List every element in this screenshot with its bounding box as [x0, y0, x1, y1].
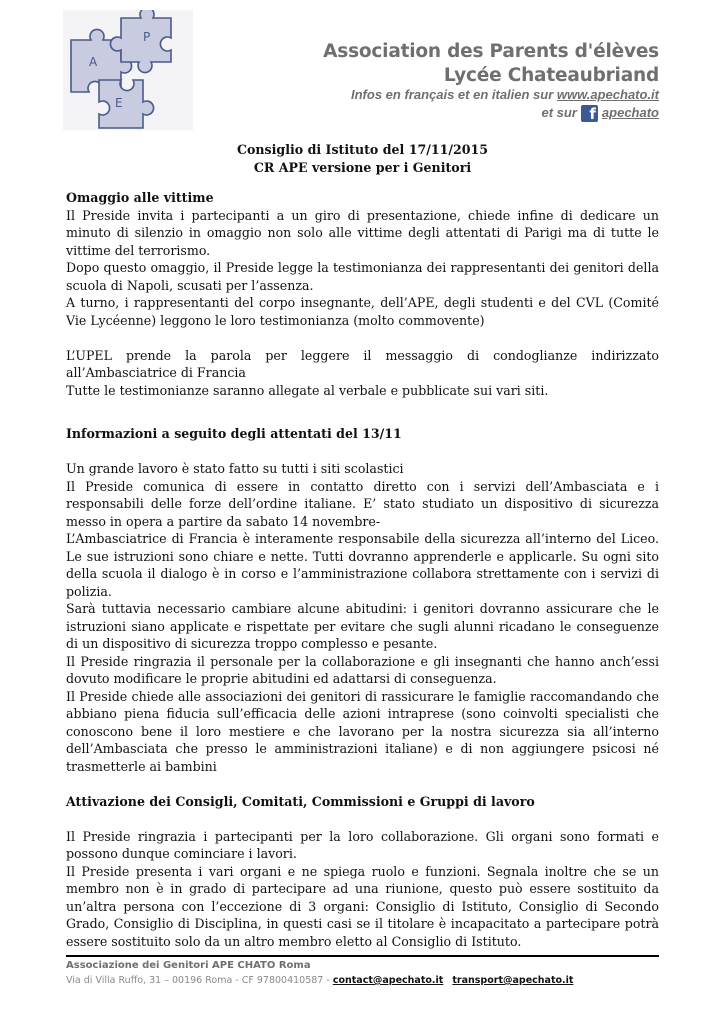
facebook-prefix: et sur	[541, 105, 577, 120]
section-heading-informazioni: Informazioni a seguito degli attentati del 13/11	[66, 426, 402, 441]
facebook-link[interactable]: apechato	[601, 105, 659, 120]
paragraph: Il Preside ringrazia i partecipanti per la loro collaborazione. Gli organi sono formati e possono dunque cominciare i lavori.	[66, 828, 659, 861]
letterhead	[0, 0, 725, 135]
logo-letter-p: P	[143, 30, 151, 44]
paragraph: Dopo questo omaggio, il Preside legge la testimonianza dei rappresentanti dei genitori della scuola di Napoli, scusati per l’assenza.	[66, 260, 659, 293]
footer-association-name: Associazione dei Genitori APE CHATO Roma	[66, 960, 311, 971]
info-prefix: Infos en français et en italien sur	[351, 87, 557, 102]
document-title-line2: CR APE versione per i Genitori	[253, 159, 472, 175]
paragraph: Tutte le testimonianze saranno allegate al verbale e pubblicate sui vari siti.	[66, 382, 549, 398]
paragraph: Il Preside ringrazia il personale per la collaborazione e gli insegnanti che hanno anch’essi dovuto modificare le proprie abitudini ed adattarsi di conseguenza.	[66, 653, 659, 686]
footer	[66, 958, 666, 988]
paragraph: Il Preside comunica di essere in contatto diretto con i servizi dell’Ambasciata e i responsabili delle forze dell’ordine italiane. E’ stato studiato un dispositivo di sicurezza messo in opera a partire da sabato 14 novembre-	[66, 478, 659, 529]
logo-letter-e: E	[115, 96, 123, 110]
logo-letter-a: A	[89, 55, 98, 69]
paragraph: Il Preside invita i partecipanti a un giro di presentazione, chiede infine di dedicare un minuto di silenzio in omaggio non solo alle vittime degli attentati di Parigi ma di tutte le vittime del terrorismo.	[66, 207, 659, 258]
transport-email-link[interactable]: transport@apechato.it	[452, 975, 574, 986]
document-body	[66, 189, 659, 950]
facebook-line	[542, 104, 659, 122]
paragraph: Sarà tuttavia necessario cambiare alcune abitudini: i genitori dovranno assicurare che le istruzioni siano applicate e rispettate per evitare che sugli alunni ricadano le conseguenze di un dispositivo di sicurezza troppo complesso e pesante.	[66, 601, 659, 651]
association-info-line	[351, 87, 659, 103]
document-title	[0, 141, 725, 176]
website-link[interactable]: www.apechato.it	[556, 87, 659, 102]
paragraph: L’Ambasciatrice di Francia è interamente responsabile della sicurezza all’interno del Liceo. Le sue istruzioni sono chiare e nette. Tutti dovranno apprenderle e applicarle. Su ogni sito della scuola il dialogo è in corso e l’amministrazione collabora strettamente con i servizi di polizia.	[66, 531, 659, 599]
document-title-line1: Consiglio di Istituto del 17/11/2015	[236, 142, 489, 157]
paragraph: Il Preside presenta i vari organi e ne spiega ruolo e funzioni. Segnala inoltre che se un membro non è in grado di partecipare ad una riunione, questo può essere sostituito da un’altra persona con l’eccezione di 3 organi: Consiglio di Istituto, Consiglio di Secondo Grado, Consiglio di Disciplina, in questi casi se il titolare è incapacitato a partecipare potrà essere sostituito solo da un altro membro eletto al Consiglio di Istituto.	[66, 863, 659, 949]
paragraph: Il Preside chiede alle associazioni dei genitori di rassicurare le famiglie raccomandando che abbiano piena fiducia sull’efficacia delle azioni intraprese (sono coinvolti specialisti che conoscono bene il loro mestiere e che lavorano per la nostra sicurezza sia all’interno dell’Ambasciata che presso le amministrazioni italiane) e di non aggiungere psicosi né trasmetterle ai bambini	[66, 688, 659, 774]
section-heading-attivazione: Attivazione dei Consigli, Comitati, Commissioni e Gruppi di lavoro	[66, 793, 535, 809]
contact-email-link[interactable]: contact@apechato.it	[332, 975, 444, 986]
footer-address-line	[66, 973, 666, 988]
paragraph: A turno, i rappresentanti del corpo insegnante, dell’APE, degli studenti e del CVL (Comité Vie Lycéenne) leggono le loro testimonianza (molto commovente)	[66, 295, 659, 328]
section-heading-omaggio: Omaggio alle vittime	[66, 190, 214, 205]
facebook-icon[interactable]: f	[581, 105, 598, 122]
footer-address: Via di Villa Ruffo, 31 – 00196 Roma - CF 97800410587 -	[66, 975, 333, 986]
paragraph: Un grande lavoro è stato fatto su tutti i siti scolastici	[66, 461, 404, 476]
association-title	[323, 40, 659, 88]
paragraph: L’UPEL prende la parola per leggere il messaggio di condoglianze indirizzato all’Ambasciatrice di Francia	[66, 347, 659, 380]
association-title-line1: Association des Parents d'élèves	[323, 41, 659, 62]
puzzle-logo-icon	[63, 10, 193, 130]
association-title-line2: Lycée Chateaubriand	[443, 65, 659, 86]
footer-divider	[66, 955, 659, 957]
